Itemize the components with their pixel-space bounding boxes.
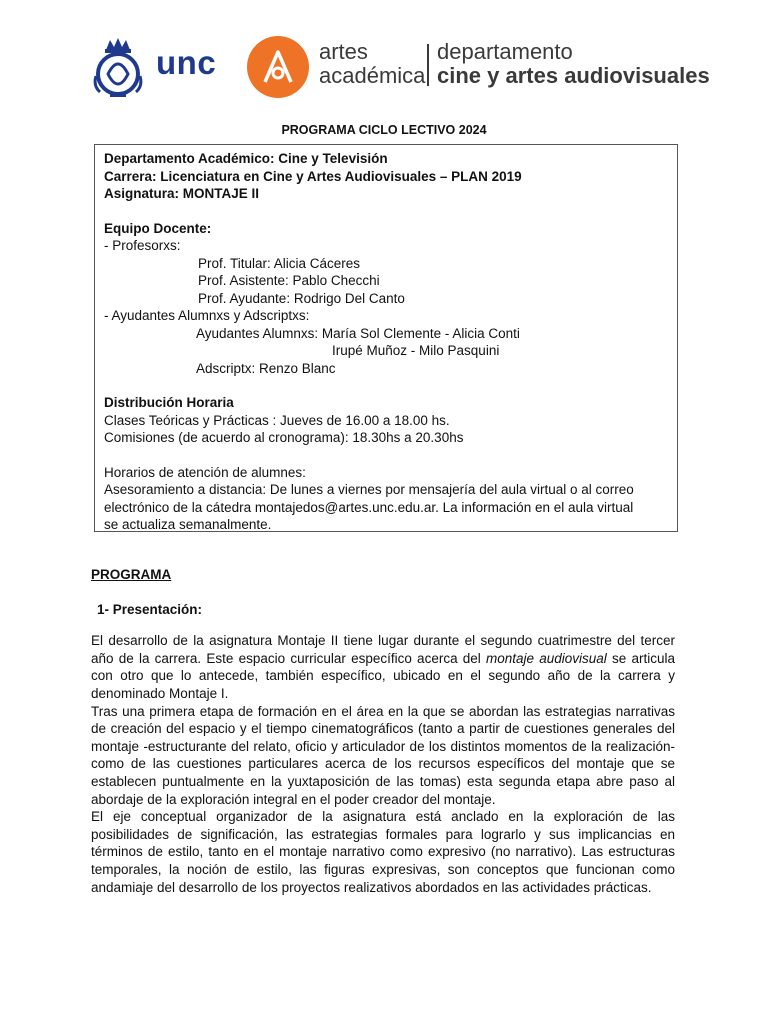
clases-line: Clases Teóricas y Prácticas : Jueves de 16.00 a 18.00 hs.	[104, 412, 450, 428]
ayudantes-label: - Ayudantes Alumnxs y Adscriptxs:	[104, 308, 310, 323]
unc-logo-text: unc	[156, 44, 217, 81]
horarios-label: Horarios de atención de alumnes:	[104, 464, 306, 480]
artes-line-1: artes	[319, 39, 368, 64]
distribucion-label: Distribución Horaria	[104, 395, 234, 410]
paragraph-2: Tras una primera etapa de formación en el área en la que se abordan las estrategias narrativas de creación del espacio y el tiempo cinematográficos (tanto a partir de cuestiones generales del montaje -estructurante del relato, oficio y articulador de los distintos momentos de la realización- como de las cuestiones particulares acerca de los recursos específicos del montaje que se establecen puntualmente en la yuxtaposición de las tomas) esta segunda etapa abre paso al abordaje de la exploración integral en el poder creador del montaje.	[91, 703, 675, 807]
carrera-value: Licenciatura en Cine y Artes Audiovisuales – PLAN 2019	[156, 168, 522, 184]
asesoramiento-line-3: se actualiza semanalmente.	[104, 517, 272, 532]
presentacion-heading: 1- Presentación:	[97, 601, 203, 617]
asesoramiento-line-2: electrónico de la cátedra montajedos@artes.unc.edu.ar. La información en el aula virtual	[104, 499, 634, 515]
ayudantes-line-1: Ayudantes Alumnxs: María Sol Clemente - Alicia Conti	[196, 325, 520, 341]
departamento-line: Departamento Académico: Cine y Televisión	[104, 151, 388, 166]
adscriptx-line: Adscriptx: Renzo Blanc	[196, 360, 336, 376]
ayudantes-line-2: Irupé Muñoz - Milo Pasquini	[332, 343, 500, 358]
dept-line-1: departamento	[437, 39, 573, 64]
comisiones-line: Comisiones (de acuerdo al cronograma): 18.30hs a 20.30hs	[104, 430, 464, 445]
artes-academica-logo	[247, 36, 309, 98]
paragraph-1	[91, 632, 675, 702]
carrera-label: Carrera:	[104, 168, 157, 184]
profesorxs-label: - Profesorxs:	[104, 238, 181, 253]
equipo-docente-label: Equipo Docente:	[104, 220, 212, 236]
carrera-line	[104, 168, 677, 186]
p1-italic: montaje audiovisual	[486, 650, 607, 666]
prof-ayudante: Prof. Ayudante: Rodrigo Del Canto	[198, 290, 405, 306]
document-title: PROGRAMA CICLO LECTIVO 2024	[281, 123, 487, 137]
paragraph-3: El eje conceptual organizador de la asignatura está anclado en la exploración de las posibilidades de significación, las estrategias formales para lograrlo y sus implicancias en términos de estilo, tanto en el montaje narrativo como expresivo (no narrativo). Las estructuras temporales, la noción de estilo, las figuras expresivas, son conceptos que funcionan como andamiaje del desarrollo de los proyectos realizativos abordados en las actividades prácticas.	[91, 809, 675, 895]
p1-text-b: se articula con otro que lo antecede, también específico, ubicado en el segundo año de la carrera y denominado Montaje I.	[91, 650, 676, 701]
artes-line-2: académica	[319, 63, 426, 88]
prof-asistente: Prof. Asistente: Pablo Checchi	[198, 273, 380, 288]
department-name	[437, 40, 710, 88]
artes-a-icon	[247, 36, 309, 98]
dept-line-2: cine y artes audiovisuales	[437, 63, 710, 88]
p1-text-a: El desarrollo de la asignatura Montaje II tiene lugar durante el segundo cuatrimestre del tercer año de la carrera. Este espacio curricular específico acerca del	[91, 633, 675, 666]
prof-titular: Prof. Titular: Alicia Cáceres	[198, 255, 361, 271]
artes-academica-name	[319, 40, 425, 88]
asignatura-line: Asignatura: MONTAJE II	[104, 186, 260, 201]
course-info-box	[94, 144, 678, 532]
asesoramiento-line-1: Asesoramiento a distancia: De lunes a viernes por mensajería del aula virtual o al correo	[104, 482, 634, 497]
page-header	[0, 0, 768, 110]
programa-section	[91, 566, 675, 896]
logo-divider	[427, 44, 429, 86]
programa-heading: PROGRAMA	[91, 567, 172, 582]
unc-seal-icon	[90, 36, 146, 98]
